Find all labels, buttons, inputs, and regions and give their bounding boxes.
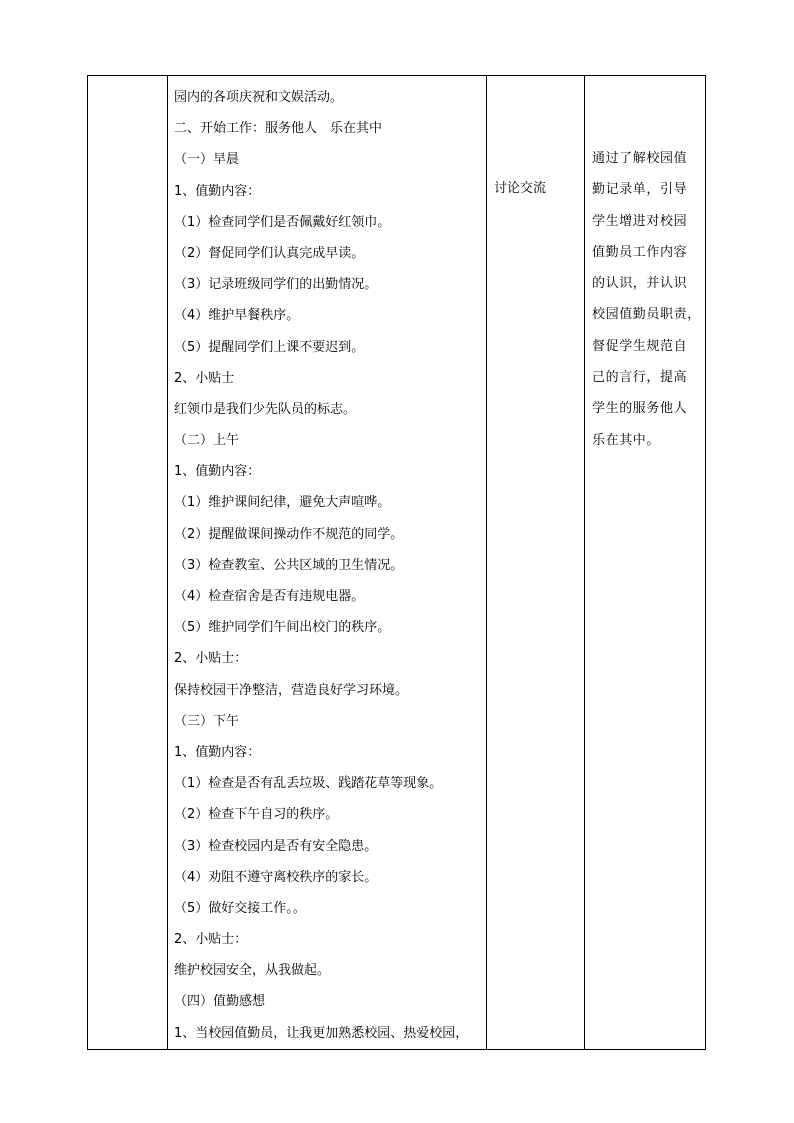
content-line: 2、小贴士： — [174, 932, 248, 948]
lesson-plan-table — [87, 75, 706, 1050]
content-line: （四）值勤感想 — [174, 994, 266, 1010]
purpose-line: 乐在其中。 — [592, 432, 661, 448]
content-line: （2）督促同学们认真完成早读。 — [174, 245, 365, 261]
blank-cell — [88, 76, 168, 1050]
content-line: （1）检查同学们是否佩戴好红领巾。 — [174, 214, 391, 230]
purpose-line: 校园值勤员职责， — [592, 307, 701, 323]
purpose-line: 勤记录单，引导 — [592, 182, 688, 198]
content-line: （4）维护早餐秩序。 — [174, 308, 300, 324]
content-line: 红领巾是我们少先队员的标志。 — [174, 401, 357, 417]
content-line: （2）检查下午自习的秩序。 — [174, 807, 339, 823]
content-line: （三）下午 — [174, 713, 240, 729]
content-line: （5）维护同学们午间出校门的秩序。 — [174, 620, 391, 636]
content-line: 2、小贴士： — [174, 651, 248, 667]
purpose-cell — [585, 76, 706, 1050]
purpose-line: 己的言行，提高 — [592, 370, 688, 386]
purpose-line: 督促学生规范自 — [592, 338, 688, 354]
content-line: 保持校园干净整洁，营造良好学习环境。 — [174, 682, 409, 698]
purpose-line: 值勤员工作内容 — [592, 244, 688, 260]
content-line: （5）提醒同学们上课不要迟到。 — [174, 339, 365, 355]
purpose-line: 学生的服务他人 — [592, 401, 688, 417]
content-line: （5）做好交接工作。。 — [174, 900, 306, 916]
table-row — [88, 76, 706, 1050]
content-line: （2）提醒做课间操动作不规范的同学。 — [174, 526, 404, 542]
content-line: （3）检查教室、公共区域的卫生情况。 — [174, 557, 404, 573]
content-line: （1）维护课间纪律，避免大声喧哗。 — [174, 495, 391, 511]
content-line: 维护校园安全，从我做起。 — [174, 963, 331, 979]
content-line: （1）检查是否有乱丢垃圾、践踏花草等现象。 — [174, 776, 443, 792]
content-line: （二）上午 — [174, 433, 240, 449]
content-line: 1、值勤内容： — [174, 464, 261, 480]
content-cell — [168, 76, 487, 1050]
method-cell — [487, 76, 585, 1050]
content-line: （4）劝阻不遵守离校秩序的家长。 — [174, 869, 378, 885]
content-line: 1、值勤内容： — [174, 183, 261, 199]
content-line: （3）检查校园内是否有安全隐患。 — [174, 838, 378, 854]
content-line: 2、小贴士 — [174, 370, 235, 386]
purpose-line: 的认识，并认识 — [592, 276, 688, 292]
content-line: 1、值勤内容： — [174, 744, 261, 760]
content-line: 园内的各项庆祝和文娱活动。 — [174, 90, 344, 105]
method-text: 讨论交流 — [494, 181, 547, 196]
purpose-line: 学生增进对校园 — [592, 213, 688, 229]
content-line: （一）早晨 — [174, 152, 240, 168]
content-line: 二、开始工作：服务他人 乐在其中 — [174, 121, 383, 137]
purpose-lines — [585, 76, 705, 456]
content-lines — [168, 76, 486, 1049]
purpose-line: 通过了解校园值 — [592, 151, 688, 166]
content-line: 1、当校园值勤员，让我更加熟悉校园、热爱校园， — [174, 1025, 469, 1041]
content-line: （4）检查宿舍是否有违规电器。 — [174, 589, 365, 604]
content-line: （3）记录班级同学们的出勤情况。 — [174, 277, 378, 293]
